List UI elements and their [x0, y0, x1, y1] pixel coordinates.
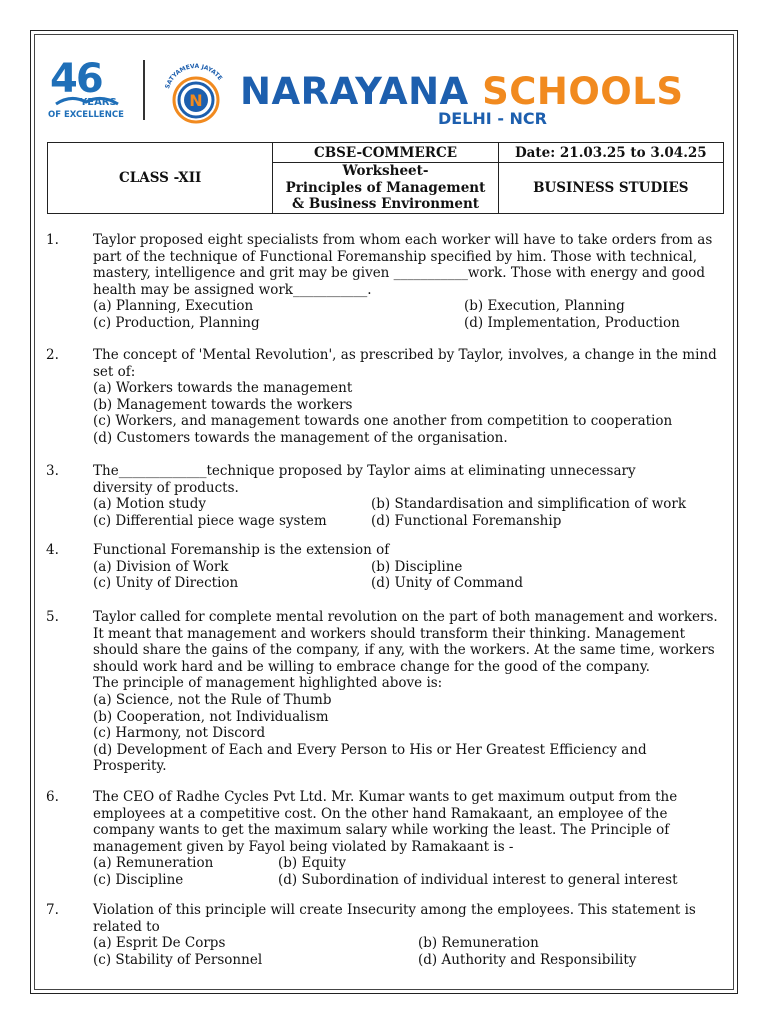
question-text: health may be assigned work___________. — [93, 281, 372, 298]
topic-cell — [273, 163, 498, 214]
question-text: should share the gains of the company, if any, with the workers. At the same time, workers — [93, 642, 715, 659]
years-label: YEARS — [80, 97, 117, 108]
option-d-continued: Prosperity. — [93, 758, 167, 775]
option-c: (c) Discipline — [93, 871, 184, 888]
question-text: Taylor called for complete mental revolution on the part of both management and workers. — [93, 609, 718, 625]
option-b: (b) Cooperation, not Individualism — [93, 708, 329, 725]
question-text: company wants to get the maximum salary while working the least. The Principle of — [93, 822, 670, 839]
worksheet-header-table — [47, 142, 724, 214]
option-a: (a) Planning, Execution — [93, 298, 254, 315]
option-a: (a) Workers towards the management — [93, 380, 353, 397]
option-d: (d) Development of Each and Every Person to His or Her Greatest Efficiency and — [93, 741, 647, 758]
excellence-label: OF EXCELLENCE — [48, 110, 124, 120]
option-d: (d) Customers towards the management of the organisation. — [93, 429, 508, 446]
option-a: (a) Remuneration — [93, 855, 214, 872]
option-b: (b) Remuneration — [418, 935, 539, 952]
question-number: 6. — [46, 789, 59, 805]
option-d: (d) Subordination of individual interest to general interest — [278, 871, 678, 888]
option-c: (c) Stability of Personnel — [93, 951, 263, 968]
school-region: DELHI - NCR — [438, 109, 547, 128]
question-text: The principle of management highlighted above is: — [93, 675, 443, 692]
option-b: (b) Management towards the workers — [93, 396, 353, 413]
question-text: diversity of products. — [93, 479, 239, 496]
option-c: (c) Workers, and management towards one another from competition to cooperation — [93, 413, 673, 430]
question-text: management given by Fayol being violated by Ramakaant is - — [93, 838, 514, 855]
question-number: 5. — [46, 609, 59, 625]
question-text: related to — [93, 918, 160, 935]
stream-cell: CBSE-COMMERCE — [273, 143, 498, 163]
option-b: (b) Discipline — [371, 558, 463, 575]
option-d: (d) Implementation, Production — [464, 314, 680, 331]
question-text: Taylor proposed eight specialists from whom each worker will have to take orders from as — [93, 232, 713, 248]
date-cell: Date: 21.03.25 to 3.04.25 — [498, 143, 723, 163]
question-text: set of: — [93, 363, 136, 380]
option-c: (c) Harmony, not Discord — [93, 725, 266, 742]
question-number: 2. — [46, 347, 59, 363]
question-text: employees at a competitive cost. On the other hand Ramakaant, an employee of the — [93, 805, 668, 822]
question-text: Functional Foremanship is the extension of — [93, 542, 390, 558]
option-d: (d) Unity of Command — [371, 575, 524, 592]
worksheet-title: Worksheet- — [342, 163, 429, 180]
option-c: (c) Differential piece wage system — [93, 512, 327, 529]
option-b: (b) Execution, Planning — [464, 298, 625, 315]
option-c: (c) Unity of Direction — [93, 575, 239, 592]
option-d: (d) Functional Foremanship — [371, 512, 562, 529]
option-a: (a) Division of Work — [93, 558, 229, 575]
school-emblem-icon — [158, 58, 234, 126]
option-a: (a) Esprit De Corps — [93, 935, 226, 952]
question-text: Violation of this principle will create Insecurity among the employees. This statement is — [93, 902, 696, 918]
question-text: The_____________technique proposed by Taylor aims at eliminating unnecessary — [93, 463, 636, 479]
emblem-letter: N — [189, 91, 203, 110]
years-number: 46 — [50, 56, 102, 102]
question-text: mastery, intelligence and grit may be given ___________work. Those with energy and good — [93, 265, 706, 282]
option-b: (b) Equity — [278, 855, 347, 872]
question-number: 4. — [46, 542, 59, 558]
option-a: (a) Motion study — [93, 496, 206, 513]
anniversary-logo — [46, 56, 128, 124]
subject-cell: BUSINESS STUDIES — [498, 163, 723, 214]
topic-line-2: & Business Environment — [291, 196, 480, 213]
question-text: The CEO of Radhe Cycles Pvt Ltd. Mr. Kumar wants to get maximum output from the — [93, 789, 678, 805]
question-text: It meant that management and workers should transform their thinking. Management — [93, 625, 686, 642]
option-a: (a) Science, not the Rule of Thumb — [93, 691, 332, 708]
emblem-motto: SATYAMEVA JAYATE — [164, 62, 224, 90]
question-text: The concept of 'Mental Revolution', as prescribed by Taylor, involves, a change in the mind — [93, 347, 717, 363]
question-number: 3. — [46, 463, 59, 479]
class-cell: CLASS -XII — [48, 143, 273, 214]
question-number: 1. — [46, 232, 59, 248]
question-text: part of the technique of Functional Foremanship specified by him. Those with technical, — [93, 248, 698, 265]
school-name — [240, 70, 683, 114]
question-number: 7. — [46, 902, 59, 918]
school-name-part1: NARAYANA — [240, 70, 469, 113]
logo-divider — [143, 60, 145, 120]
option-c: (c) Production, Planning — [93, 314, 260, 331]
school-name-part2: SCHOOLS — [482, 70, 684, 113]
option-b: (b) Standardisation and simplification of work — [371, 496, 687, 513]
question-text: should work hard and be willing to embrace change for the good of the company. — [93, 658, 650, 675]
topic-line-1: Principles of Management — [285, 179, 486, 196]
option-d: (d) Authority and Responsibility — [418, 951, 637, 968]
